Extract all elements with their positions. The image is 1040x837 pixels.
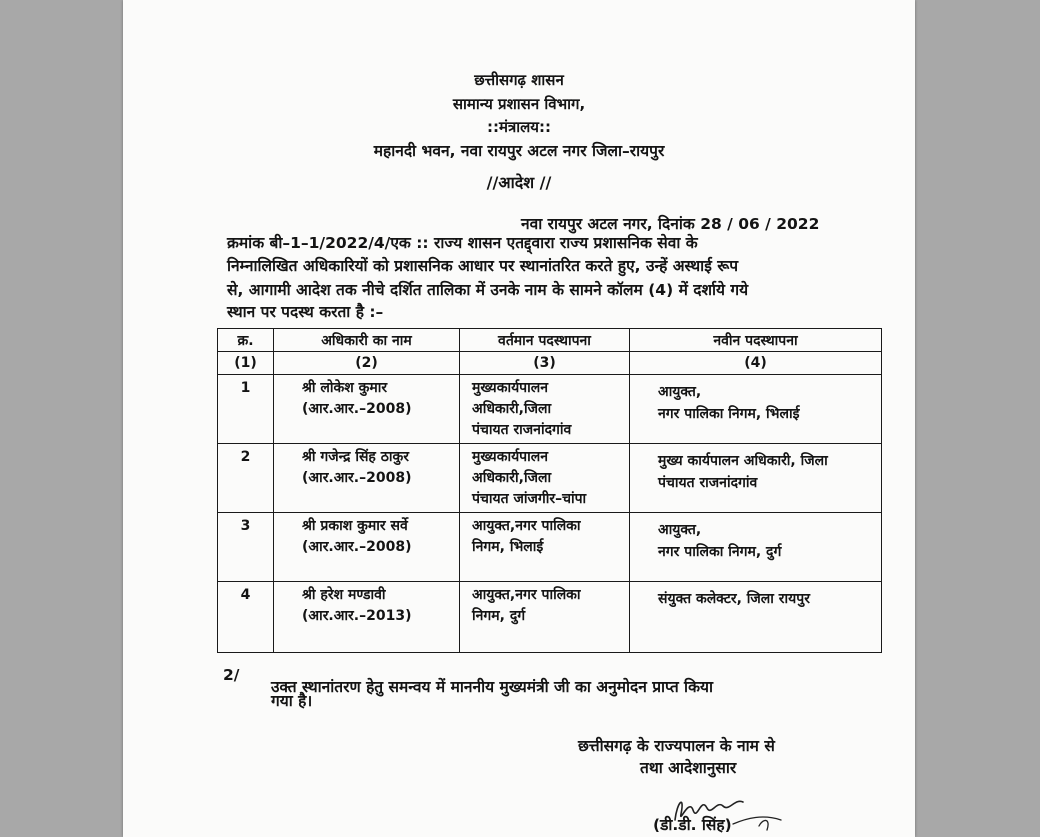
- para2-line2: गया है।: [271, 692, 313, 710]
- officer-cell: [274, 444, 460, 513]
- officer-batch: (आर.आर.–2008): [302, 470, 412, 486]
- para2-line1: उक्त स्थानांतरण हेतु समन्वय में माननीय मुख्यमंत्री जी का अनुमोदन प्राप्त किया: [271, 678, 713, 696]
- col-number: (3): [460, 352, 630, 375]
- new-posting: [630, 444, 882, 513]
- officer-name: श्री हरेश मण्डावी: [302, 587, 386, 603]
- govt-name: छत्तीसगढ़ शासन: [474, 71, 564, 89]
- serial-number: 3: [218, 513, 274, 582]
- text: पंचायत जांजगीर–चांपा: [472, 491, 587, 507]
- text: नगर पालिका: [515, 518, 581, 534]
- address-line: महानदी भवन, नवा रायपुर अटल नगर जिला–रायपुर: [373, 142, 665, 160]
- text: आयुक्त,: [472, 518, 516, 534]
- officer-name: श्री गजेन्द्र सिंह ठाकुर: [302, 449, 409, 465]
- text: नगर पालिका: [515, 587, 581, 603]
- order-line-2: निम्नालिखित अधिकारियों को प्रशासनिक आधार पर स्थानांतरित करते हुए, उन्हें अस्थाई रूप: [227, 257, 739, 275]
- col-header-current: वर्तमान पदस्थापना: [460, 329, 630, 352]
- text: पंचायत राजनांदगांव: [472, 422, 572, 438]
- table-header-row: [218, 329, 882, 352]
- text: कार्यपालन: [496, 449, 549, 465]
- current-posting: [460, 375, 630, 444]
- col-header-name: अधिकारी का नाम: [274, 329, 460, 352]
- table-colnum-row: [218, 352, 882, 375]
- new-posting: [630, 375, 882, 444]
- officer-name: श्री लोकेश कुमार: [302, 380, 388, 396]
- signature-line-2: तथा आदेशानुसार: [640, 759, 737, 777]
- officer-batch: (आर.आर.–2008): [302, 401, 412, 417]
- new-posting: [630, 582, 882, 653]
- text: मुख्य: [472, 449, 497, 465]
- order-line-1: क्रमांक बी–1–1/2022/4/एक :: राज्य शासन एतद्द्वारा राज्य प्रशासनिक सेवा के: [227, 234, 698, 252]
- text: आयुक्त,: [658, 384, 702, 400]
- current-posting: [460, 513, 630, 582]
- current-posting: [460, 582, 630, 653]
- table-row: [218, 582, 882, 653]
- text: अधिकारी,: [472, 401, 524, 417]
- officer-batch: (आर.आर.–2008): [302, 539, 412, 555]
- text: अधिकारी,: [472, 470, 524, 486]
- text: आयुक्त,: [658, 522, 702, 538]
- col-header-sn: क्र.: [218, 329, 274, 352]
- place-date: नवा रायपुर अटल नगर, दिनांक 28 / 06 / 2022: [521, 215, 820, 233]
- text: नगर पालिका निगम, भिलाई: [658, 406, 800, 422]
- document-page: [123, 0, 915, 837]
- text: निगम, दुर्ग: [472, 608, 526, 624]
- serial-number: 2: [218, 444, 274, 513]
- officer-cell: [274, 513, 460, 582]
- new-posting: [630, 513, 882, 582]
- transfer-table: [217, 328, 882, 653]
- officer-cell: [274, 582, 460, 653]
- table-row: [218, 375, 882, 444]
- serial-number: 4: [218, 582, 274, 653]
- current-posting: [460, 444, 630, 513]
- text: जिला: [523, 470, 552, 486]
- signature-line-1: छत्तीसगढ़ के राज्यपालन के नाम से: [578, 737, 775, 755]
- text: जिला: [523, 401, 552, 417]
- text: मुख्य कार्यपालन अधिकारी, जिला: [658, 453, 828, 469]
- text: कार्यपालन: [496, 380, 549, 396]
- text: पंचायत राजनांदगांव: [658, 475, 758, 491]
- col-number: (1): [218, 352, 274, 375]
- ministry-label: ::मंत्रालय::: [487, 118, 551, 136]
- table-row: [218, 444, 882, 513]
- order-title: //आदेश //: [486, 173, 552, 192]
- col-number: (4): [630, 352, 882, 375]
- text: आयुक्त,: [472, 587, 516, 603]
- department-name: सामान्य प्रशासन विभाग,: [452, 95, 586, 113]
- text: संयुक्त कलेक्टर, जिला रायपुर: [658, 591, 810, 607]
- table-row: [218, 513, 882, 582]
- para2-number: 2/: [223, 666, 240, 684]
- officer-batch: (आर.आर.–2013): [302, 608, 412, 624]
- col-header-new: नवीन पदस्थापना: [630, 329, 882, 352]
- serial-number: 1: [218, 375, 274, 444]
- col-number: (2): [274, 352, 460, 375]
- text: नगर पालिका निगम, दुर्ग: [658, 544, 782, 560]
- officer-name: श्री प्रकाश कुमार सर्वे: [302, 518, 408, 534]
- order-line-3: से, आगामी आदेश तक नीचे दर्शित तालिका में उनके नाम के सामने कॉलम (4) में दर्शाये गये: [227, 281, 749, 299]
- text: मुख्य: [472, 380, 497, 396]
- text: निगम, भिलाई: [472, 539, 544, 555]
- signatory-name: (डी.डी. सिंह): [653, 816, 732, 834]
- officer-cell: [274, 375, 460, 444]
- order-line-4: स्थान पर पदस्थ करता है :–: [227, 303, 384, 321]
